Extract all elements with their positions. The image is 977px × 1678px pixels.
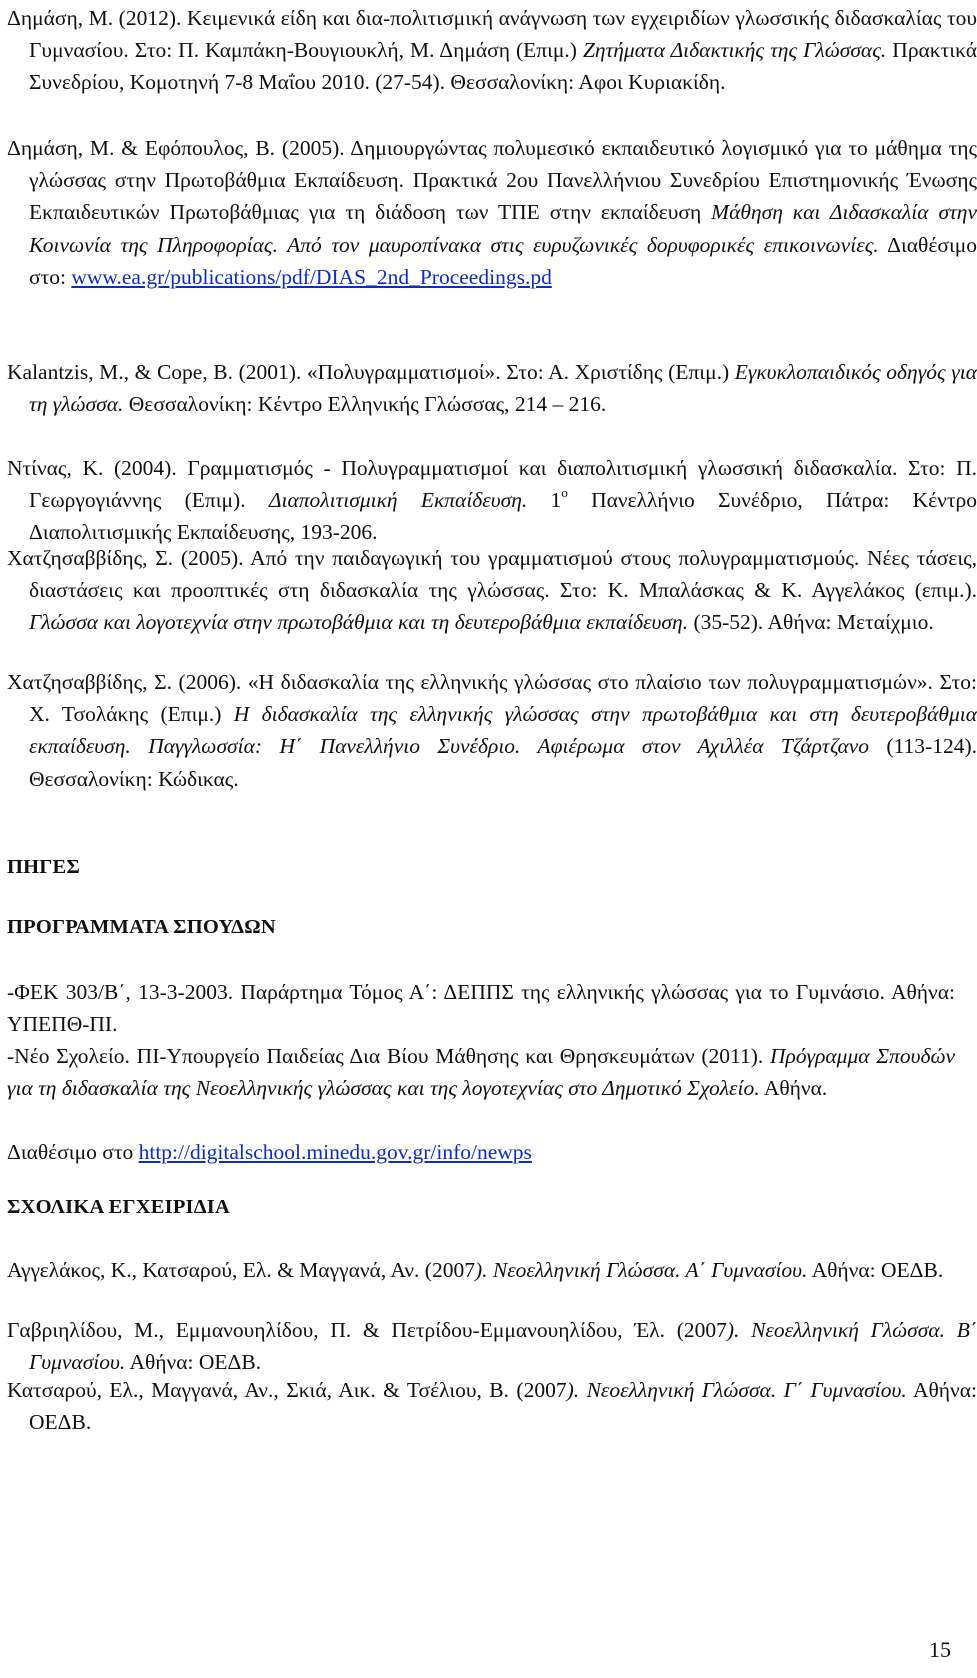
reference-text: Δημάση, Μ. (2012). Κειμενικά είδη και δια-πολιτισμική ανάγνωση των εγχειριδίων γλωσσικής διδασκαλίας του Γυμνασίου. Στο: Π. Καμπάκη-Βουγιουκλή, Μ. Δημάση (Επιμ.) bbox=[7, 6, 977, 63]
textbook-entry bbox=[7, 1374, 977, 1438]
availability-label: Διαθέσιμο στο bbox=[7, 1140, 139, 1164]
reference-text: Διαθέσιμο στο: bbox=[29, 232, 977, 289]
reference-link[interactable]: www.ea.gr/publications/pdf/DIAS_2nd_Proceedings.pd bbox=[71, 264, 552, 289]
digitalschool-link[interactable]: http://digitalschool.minedu.gov.gr/info/newps bbox=[138, 1140, 532, 1164]
reference-text: Πανελλήνιο Συνέδριο, Πάτρα: Κέντρο Διαπολιτισμικής Εκπαίδευσης, 193-206. bbox=[29, 488, 977, 545]
italic-title-text: ). Νεοελληνική Γλώσσα. Α΄ Γυμνασίου. bbox=[474, 1258, 808, 1282]
italic-title-text: ). Νεοελληνική Γλώσσα. Β΄ Γυμνασίου. bbox=[29, 1318, 977, 1375]
reference-text: Πρακτικά Συνεδρίου, Κομοτηνή 7-8 Μαΐου 2010. (27-54). Θεσσαλονίκη: Αφοι Κυριακίδη. bbox=[29, 38, 977, 95]
textbook-entry bbox=[7, 1314, 977, 1378]
reference-text: Κατσαρού, Ελ., Μαγγανά, Αν., Σκιά, Αικ. & Τσέλιου, Β. (2007 bbox=[7, 1378, 567, 1402]
reference-text: Χατζησαββίδης, Σ. (2006). «Η διδασκαλία της ελληνικής γλώσσας στο πλαίσιο των πολυγραμματισμών». Στο: Χ. Τσολάκης (Επιμ.) bbox=[7, 670, 977, 727]
italic-title-text: Γλώσσα και λογοτεχνία στην πρωτοβάθμια και τη δευτεροβάθμια εκπαίδευση. bbox=[29, 610, 689, 635]
reference-text: -ΦΕΚ 303/Β΄, 13-3-2003. Παράρτημα Τόμος Α΄: ΔΕΠΠΣ της ελληνικής γλώσσας για το Γυμνάσιο. Αθήνα: ΥΠΕΠΘ-ΠΙ. bbox=[7, 980, 955, 1037]
reference-entry bbox=[7, 356, 977, 420]
reference-text: Αθήνα. bbox=[759, 1076, 828, 1101]
reference-entry bbox=[7, 542, 977, 639]
reference-text: -Νέο Σχολείο. ΠΙ-Υπουργείο Παιδείας Δια Βίου Μάθησης και Θρησκευμάτων (2011). bbox=[7, 1044, 770, 1068]
availability-line bbox=[7, 1136, 955, 1168]
reference-text: (35-52). Αθήνα: Μεταίχμιο. bbox=[688, 610, 934, 635]
italic-title-text: Εγκυκλοπαιδικός οδηγός για τη γλώσσα. bbox=[29, 360, 977, 417]
superscript-text: ο bbox=[561, 485, 568, 501]
reference-text: (113-124). Θεσσαλονίκη: Κώδικας. bbox=[29, 734, 977, 791]
curriculum-entry bbox=[7, 1040, 955, 1104]
reference-text: Δημάση, Μ. & Εφόπουλος, Β. (2005). Δημιουργώντας πολυμεσικό εκπαιδευτικό λογισμικό για το μάθημα της γλώσσας στην Πρωτοβάθμια Εκπαίδευση. Πρακτικά 2ου Πανελλήνιου Συνεδρίου Επιστημονικής Ένωσης Εκπαιδευτικών Πρωτοβάθμιας για τη διάδοση των ΤΠΕ στην εκπαίδευση bbox=[7, 136, 977, 225]
page-number: 15 bbox=[929, 1637, 951, 1662]
reference-entry bbox=[7, 452, 977, 549]
reference-text: Αγγελάκος, Κ., Κατσαρού, Ελ. & Μαγγανά, Αν. (2007 bbox=[7, 1258, 475, 1282]
reference-entry bbox=[7, 666, 977, 795]
italic-title-text: Η διδασκαλία της ελληνικής γλώσσας στην πρωτοβάθμια και στη δευτεροβάθμια εκπαίδευση. Παγγλωσσία: Η΄ Πανελλήνιο Συνέδριο. Αφιέρωμα στον Αχιλλέα Τζάρτζανο bbox=[29, 702, 977, 759]
section-heading-curricula: ΠΡΟΓΡΑΜΜΑΤΑ ΣΠΟΥΔΩΝ bbox=[7, 916, 276, 938]
reference-text: Αθήνα: ΟΕΔΒ. bbox=[125, 1350, 262, 1375]
reference-text: Αθήνα: ΟΕΔΒ. bbox=[29, 1378, 977, 1435]
reference-entry bbox=[7, 2, 977, 99]
italic-title-text: Διαπολιτισμική Εκπαίδευση. bbox=[268, 488, 528, 513]
reference-text: Θεσσαλονίκη: Κέντρο Ελληνικής Γλώσσας, 214 – 216. bbox=[123, 392, 607, 417]
reference-entry bbox=[7, 132, 977, 293]
reference-text: Ντίνας, Κ. (2004). Γραμματισμός - Πολυγραμματισμοί και διαπολιτισμική γλωσσική διδασκαλία. Στο: Π. Γεωργογιάννης (Επιμ). bbox=[7, 456, 977, 513]
italic-title-text: Μάθηση και Διδασκαλία στην Κοινωνία της Πληροφορίας. Από τον μαυροπίνακα στις ευρυζωνικές δορυφορικές επικοινωνίες. bbox=[29, 200, 977, 257]
curriculum-entry bbox=[7, 976, 955, 1040]
italic-title-text: ). Νεοελληνική Γλώσσα. Γ΄ Γυμνασίου. bbox=[566, 1378, 907, 1402]
reference-text: Γαβριηλίδου, Μ., Εμμανουηλίδου, Π. & Πετρίδου-Εμμανουηλίδου, Έλ. (2007 bbox=[7, 1318, 727, 1342]
italic-title-text: Ζητήματα Διδακτικής της Γλώσσας. bbox=[582, 38, 887, 63]
reference-text: Χατζησαββίδης, Σ. (2005). Από την παιδαγωγική του γραμματισμού στους πολυγραμματισμούς. Νέες τάσεις, διαστάσεις και προοπτικές στη διδασκαλία της γλώσσας. Στο: Κ. Μπαλάσκας & Κ. Αγγελάκος (επιμ.). bbox=[7, 546, 977, 603]
reference-text: Αθήνα: ΟΕΔΒ. bbox=[807, 1258, 944, 1282]
reference-text: 1 bbox=[527, 488, 562, 513]
section-heading-textbooks: ΣΧΟΛΙΚΑ ΕΓΧΕΙΡΙΔΙΑ bbox=[7, 1196, 230, 1218]
section-heading-sources: ΠΗΓΕΣ bbox=[7, 856, 81, 878]
textbook-entry bbox=[7, 1254, 977, 1286]
reference-text: Kalantzis, M., & Cope, B. (2001). «Πολυγραμματισμοί». Στο: Α. Χριστίδης (Επιμ.) bbox=[7, 360, 735, 384]
italic-title-text: Πρόγραμμα Σπουδών για τη διδασκαλία της Νεοελληνικής γλώσσας και της λογοτεχνίας στο Δημοτικό Σχολείο. bbox=[7, 1044, 955, 1101]
